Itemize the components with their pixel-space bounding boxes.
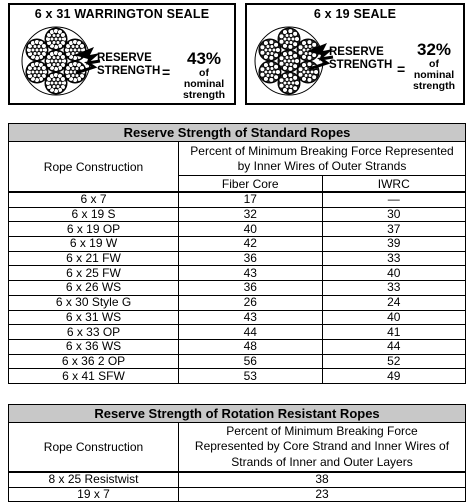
- label-line-1: RESERVE: [97, 52, 152, 64]
- rope-construction-cell: 6 x 26 WS: [9, 281, 179, 296]
- fiber-core-cell: 32: [179, 207, 323, 222]
- percent-header: [179, 423, 466, 473]
- table-row: [9, 339, 466, 354]
- iwrc-cell: —: [322, 192, 466, 207]
- table-title: Reserve Strength of Standard Ropes: [9, 124, 466, 142]
- iwrc-cell: 49: [322, 369, 466, 384]
- iwrc-cell: 39: [322, 237, 466, 252]
- table-row: [9, 266, 466, 281]
- percent-header: [179, 142, 466, 176]
- iwrc-header: IWRC: [322, 176, 466, 193]
- arrow-icon: [72, 41, 102, 81]
- diagram-title: 6 x 31 WARRINGTON SEALE: [34, 7, 210, 21]
- fiber-core-cell: 43: [179, 266, 323, 281]
- table-row: [9, 310, 466, 325]
- iwrc-cell: 33: [322, 251, 466, 266]
- fiber-core-cell: 56: [179, 354, 323, 369]
- label-line-2: STRENGTH: [97, 65, 161, 77]
- fiber-core-cell: 43: [179, 310, 323, 325]
- fiber-core-header: Fiber Core: [179, 176, 323, 193]
- diagram-6x31-warrington-seale: [8, 3, 236, 105]
- rope-construction-cell: 6 x 33 OP: [9, 325, 179, 340]
- rope-construction-cell: 6 x 19 S: [9, 207, 179, 222]
- iwrc-cell: 24: [322, 295, 466, 310]
- fiber-core-cell: 42: [179, 237, 323, 252]
- fiber-core-cell: 40: [179, 222, 323, 237]
- iwrc-cell: 40: [322, 310, 466, 325]
- rope-construction-cell: 6 x 36 2 OP: [9, 354, 179, 369]
- diagram-6x19-seale: [245, 3, 465, 105]
- standard-ropes-table: [8, 123, 466, 384]
- rope-construction-cell: 6 x 21 FW: [9, 251, 179, 266]
- reserve-strength-label: [329, 46, 392, 72]
- fiber-core-cell: 36: [179, 281, 323, 296]
- header-text: Percent of Minimum Breaking Force Represented by Inner Wires of Outer Strands: [190, 143, 454, 173]
- table-row: [9, 207, 466, 222]
- label-line-1: RESERVE: [329, 46, 384, 58]
- rope-construction-cell: 6 x 31 WS: [9, 310, 179, 325]
- rope-construction-cell: 8 x 25 Resistwist: [9, 472, 179, 487]
- iwrc-cell: 37: [322, 222, 466, 237]
- equals-sign: =: [162, 64, 171, 80]
- table-row: [9, 251, 466, 266]
- percent-strength: strength: [413, 80, 455, 92]
- rope-construction-header: [9, 142, 179, 193]
- fiber-core-cell: 36: [179, 251, 323, 266]
- percent-strength: strength: [183, 89, 225, 101]
- percent-value: 43%: [186, 49, 222, 68]
- rope-construction-header: [9, 423, 179, 473]
- rope-construction-cell: 6 x 36 WS: [9, 339, 179, 354]
- rope-construction-cell: 6 x 7: [9, 192, 179, 207]
- table-row: [9, 325, 466, 340]
- reserve-strength-label: [97, 52, 160, 78]
- fiber-core-cell: 17: [179, 192, 323, 207]
- iwrc-cell: 44: [322, 339, 466, 354]
- rope-construction-cell: 6 x 30 Style G: [9, 295, 179, 310]
- table-row: [9, 354, 466, 369]
- table-row: [9, 237, 466, 252]
- rope-construction-cell: 19 x 7: [9, 487, 179, 502]
- fiber-core-cell: 44: [179, 325, 323, 340]
- fiber-core-cell: 48: [179, 339, 323, 354]
- reserve-percent: [405, 41, 463, 92]
- table-title: Reserve Strength of Rotation Resistant Ropes: [9, 405, 466, 423]
- iwrc-cell: 33: [322, 281, 466, 296]
- fiber-core-cell: 26: [179, 295, 323, 310]
- percent-of: of: [429, 58, 439, 70]
- rope-construction-cell: 6 x 19 W: [9, 237, 179, 252]
- header-text: Rope Construction: [43, 440, 144, 454]
- percent-cell: 23: [179, 487, 466, 502]
- diagram-title: 6 x 19 SEALE: [313, 7, 397, 21]
- percent-cell: 38: [179, 472, 466, 487]
- percent-nominal: nominal: [183, 78, 225, 90]
- label-line-2: STRENGTH: [329, 59, 393, 71]
- table-row: [9, 281, 466, 296]
- rope-construction-cell: 6 x 25 FW: [9, 266, 179, 281]
- table-row: [9, 472, 466, 487]
- percent-nominal: nominal: [413, 69, 455, 81]
- arrow-icon: [305, 37, 335, 77]
- percent-of: of: [199, 67, 209, 79]
- fiber-core-cell: 53: [179, 369, 323, 384]
- iwrc-cell: 52: [322, 354, 466, 369]
- table-row: [9, 192, 466, 207]
- rope-construction-cell: 6 x 41 SFW: [9, 369, 179, 384]
- header-text: Rope Construction: [43, 159, 144, 174]
- rope-construction-cell: 6 x 19 OP: [9, 222, 179, 237]
- table-row: [9, 295, 466, 310]
- table-row: [9, 222, 466, 237]
- rotation-resistant-ropes-table: [8, 404, 466, 502]
- reserve-percent: [175, 50, 233, 101]
- iwrc-cell: 41: [322, 325, 466, 340]
- percent-value: 32%: [416, 40, 452, 59]
- iwrc-cell: 40: [322, 266, 466, 281]
- equals-sign: =: [397, 61, 406, 77]
- iwrc-cell: 30: [322, 207, 466, 222]
- table-row: [9, 369, 466, 384]
- header-text: Percent of Minimum Breaking Force Represented by Core Strand and Inner Wires of Strands of Inner and Outer Layers: [194, 423, 450, 469]
